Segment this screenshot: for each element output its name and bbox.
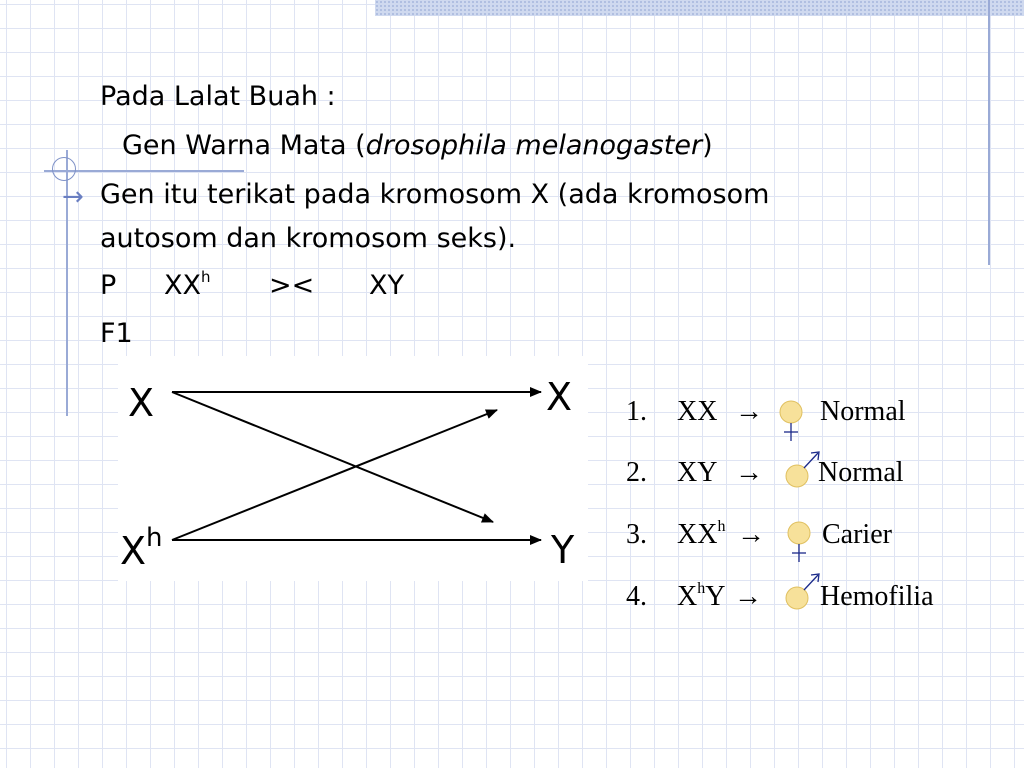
female-symbol-icon [776,398,810,444]
result-label: Normal [820,396,906,427]
result-genotype-base: XX [677,519,718,550]
diagram-label-x-left: X [128,381,155,425]
result-arrow: → [735,457,763,488]
result-genotype [677,580,725,614]
female-symbol-icon [784,519,818,565]
arrow-x-to-y-diagonal [172,392,493,522]
diagram-label-xh-base: X [120,529,147,573]
cross-p: P [100,270,117,301]
subheading-prefix: Gen Warna Mata ( [122,130,366,161]
bullet-line-1: Gen itu terikat pada kromosom X (ada kromosom [100,179,770,210]
result-label: Normal [818,457,904,488]
result-num: 1. [626,396,647,427]
male-symbol-icon [782,448,824,492]
result-num: 4. [626,581,647,612]
diagram-label-y-right: Y [551,528,575,572]
result-item-3 [626,518,892,552]
cross-symbol: >< [269,270,315,301]
result-genotype-sup: h [697,580,706,597]
result-genotype-base: XY [677,457,718,488]
result-genotype-sup: h [717,518,726,535]
cross-father: XY [369,270,404,301]
cross-mother-base: XX [164,270,201,301]
f1-label: F1 [100,318,133,349]
result-genotype [677,395,717,429]
result-arrow: → [734,581,762,612]
diagram-label-x-right: X [546,375,573,419]
result-label: Hemofilia [820,581,934,612]
subheading-suffix: ) [702,130,713,161]
result-genotype-base: XX [677,396,718,427]
result-arrow: → [735,396,763,427]
result-genotype-base: X [677,581,698,612]
result-item-4 [626,580,934,614]
bullet-line-2: autosom dan kromosom seks). [100,223,517,254]
result-genotype [677,518,725,552]
male-symbol-icon [782,570,824,614]
bullet-arrow-icon: → [62,182,84,212]
result-genotype-suffix: Y [705,581,726,612]
subheading-species: drosophila melanogaster [365,130,703,161]
heading: Pada Lalat Buah : [100,81,336,112]
result-genotype [677,456,717,490]
result-arrow: → [737,519,765,550]
result-item-2 [626,456,904,490]
diagram-label-xh-left [120,523,163,573]
result-item-1 [626,395,906,429]
diagram-label-xh-sup: h [146,523,163,553]
result-num: 3. [626,519,647,550]
result-num: 2. [626,457,647,488]
arrow-xh-to-x-diagonal [172,410,497,540]
result-label: Carier [822,519,892,550]
cross-mother-sup: h [201,268,211,286]
